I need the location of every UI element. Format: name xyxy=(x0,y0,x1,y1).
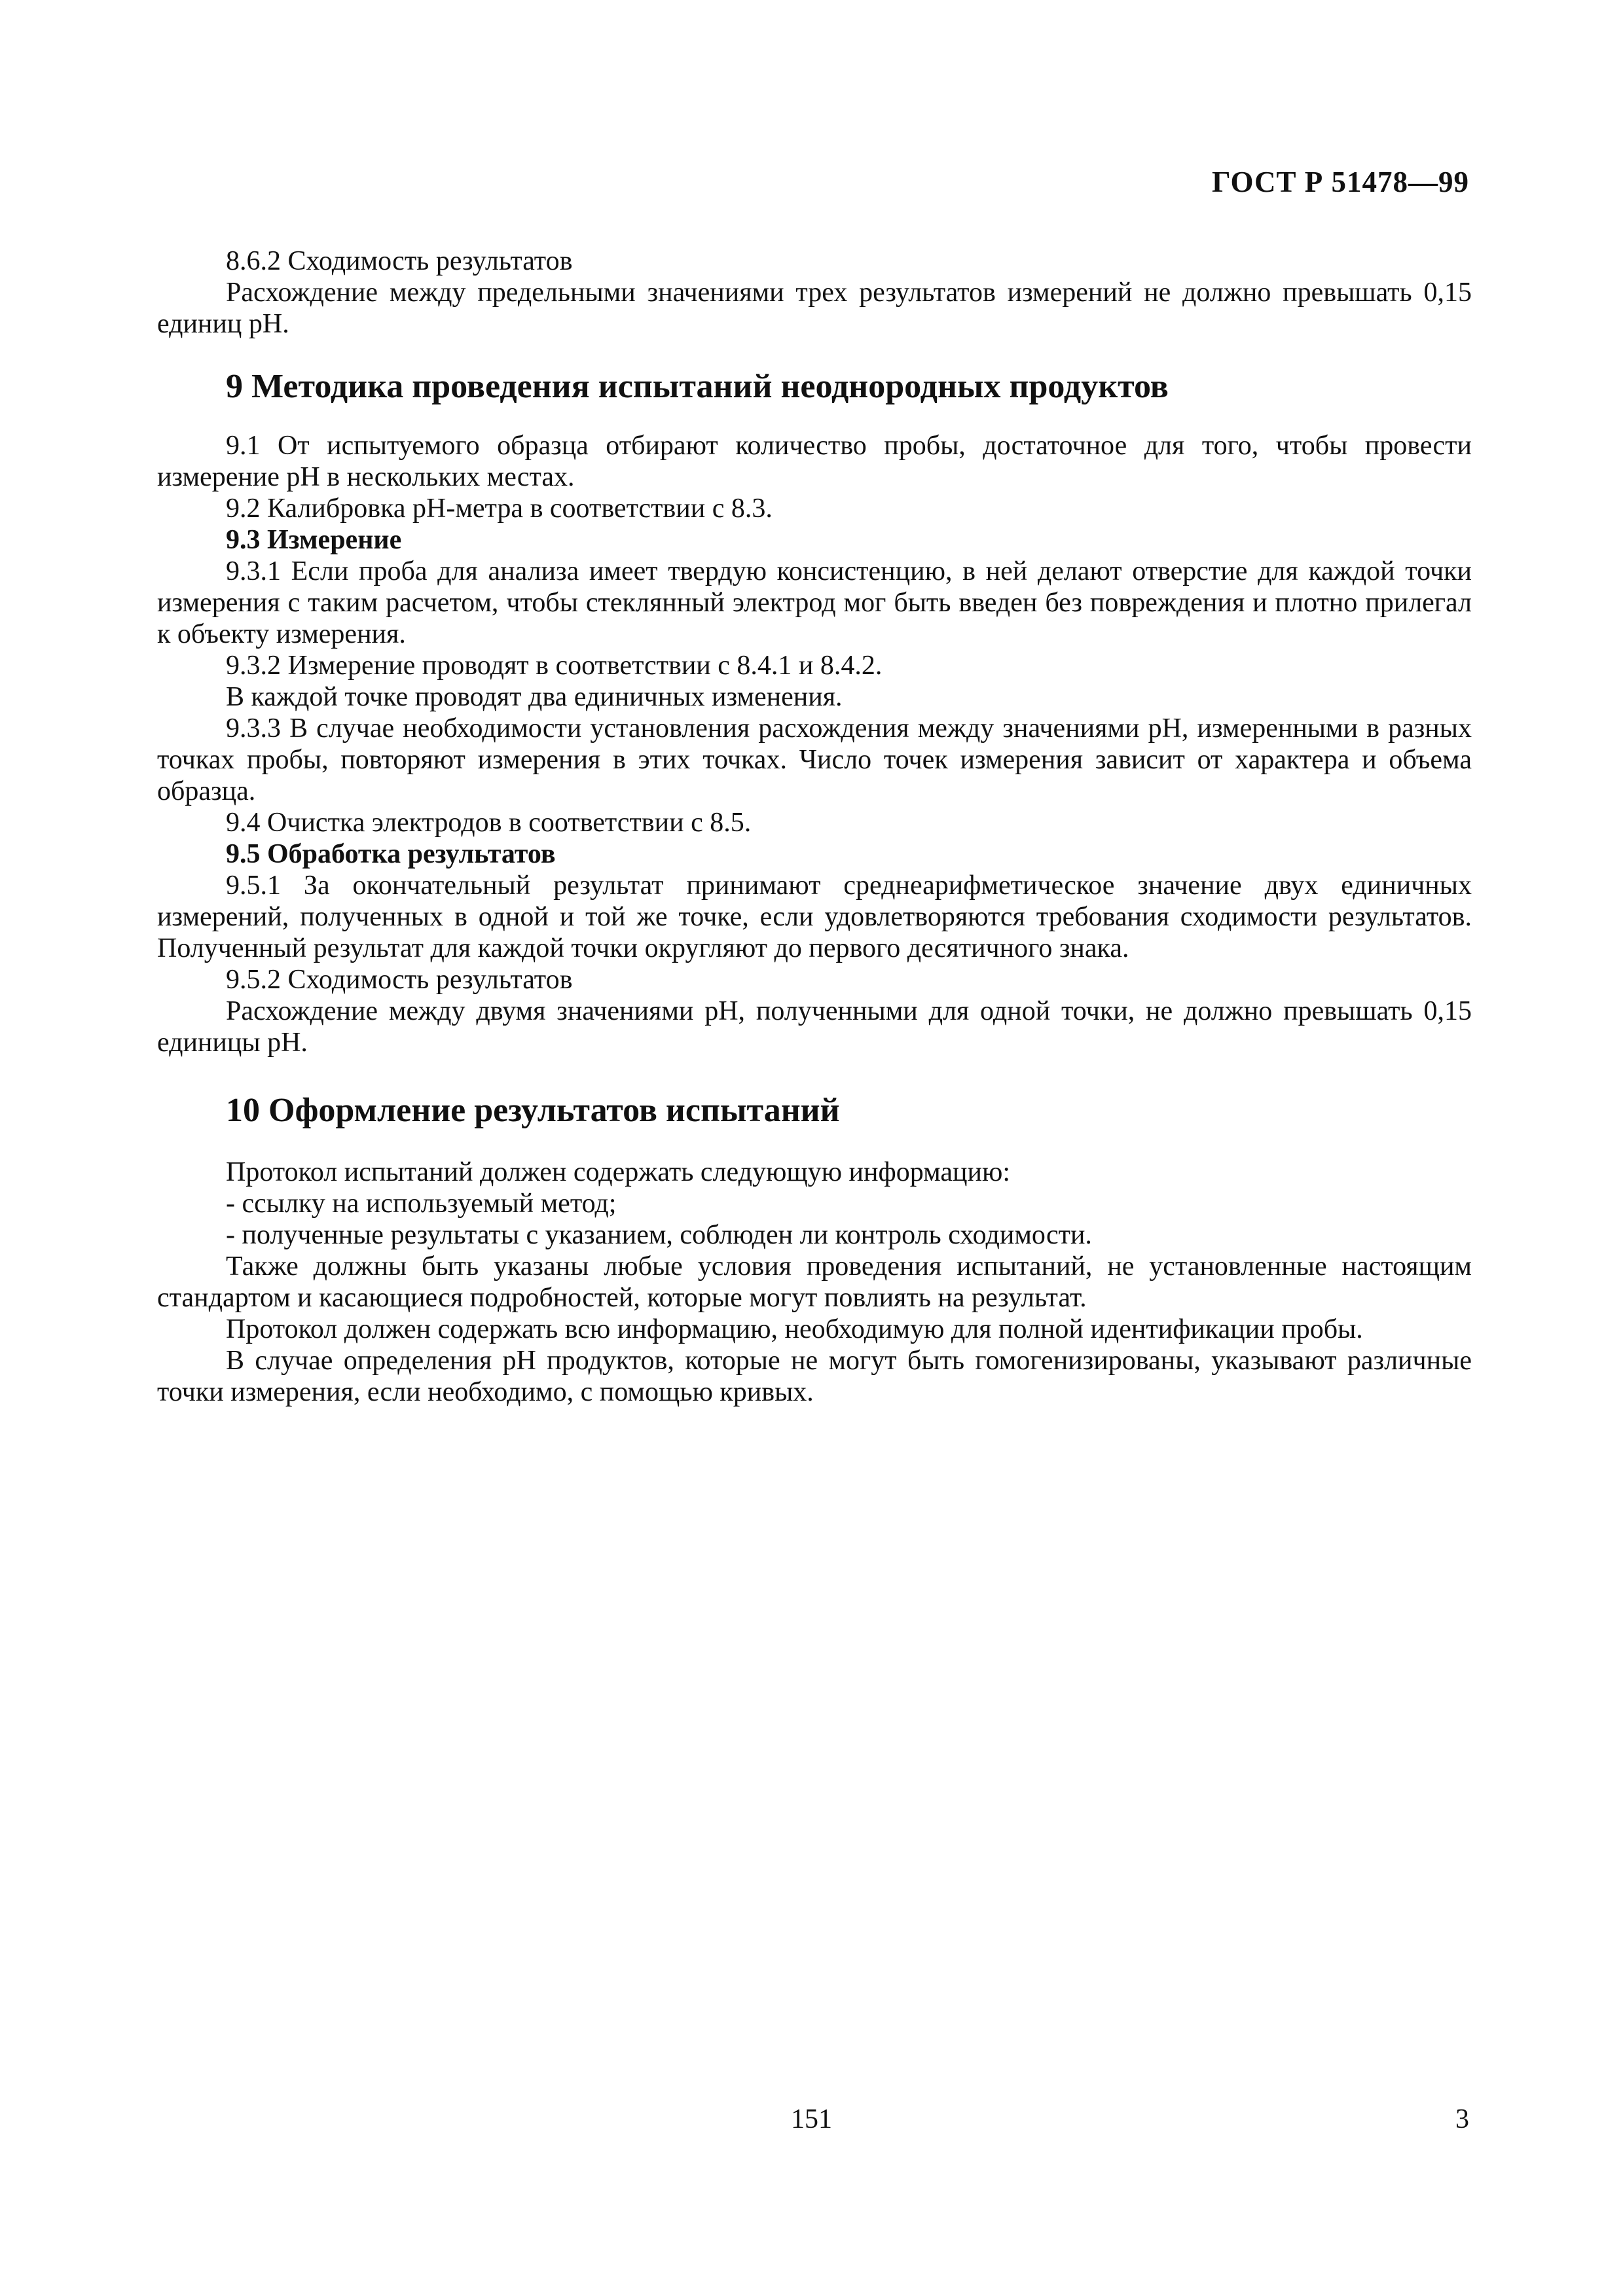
section-9-3-title: 9.3 Измерение xyxy=(226,525,402,555)
section-9-5-2-text: Расхождение между двумя значениями рН, полученными для одной точки, не должно превышать 0,15 единицы рН. xyxy=(157,996,1472,1058)
section-10-paragraph: Протокол должен содержать всю информацию, необходимую для полной идентификации пробы. xyxy=(226,1314,1363,1344)
section-9-3-2-note: В каждой точке проводят два единичных изменения. xyxy=(226,682,843,712)
section-10-list-item: - полученные результаты с указанием, соблюден ли контроль сходимости. xyxy=(226,1220,1092,1250)
section-10-heading: 10 Оформление результатов испытаний xyxy=(226,1092,840,1129)
section-9-3-1: 9.3.1 Если проба для анализа имеет твердую консистенцию, в ней делают отверстие для каждой точки измерения с таким расчетом, чтобы стеклянный электрод мог быть введен без повреждения и плотно прилегал к объекту измерения. xyxy=(157,556,1472,649)
standard-code: ГОСТ Р 51478—99 xyxy=(1211,166,1469,198)
section-9-5-title: 9.5 Обработка результатов xyxy=(226,839,556,869)
section-9-4: 9.4 Очистка электродов в соответствии с 8.5. xyxy=(226,808,752,838)
page-number-right: 3 xyxy=(1455,2104,1469,2134)
page-number-center: 151 xyxy=(791,2104,832,2134)
section-10-paragraph: Также должны быть указаны любые условия проведения испытаний, не установленные настоящим стандартом и касающиеся подробностей, которые могут повлиять на результат. xyxy=(157,1251,1472,1313)
section-10-intro: Протокол испытаний должен содержать следующую информацию: xyxy=(226,1157,1011,1187)
section-8-6-2-text: Расхождение между предельными значениями трех результатов измерений не должно превышать 0,15 единиц рН. xyxy=(157,278,1472,339)
section-9-5-1: 9.5.1 За окончательный результат принимают среднеарифметическое значение двух единичных измерений, полученных в одной и той же точке, если удовлетворяются требования сходимости результатов. Полученный результат для каждой точки округляют до первого десятичного знака. xyxy=(157,870,1472,963)
section-10-paragraph: В случае определения рН продуктов, которые не могут быть гомогенизированы, указывают различные точки измерения, если необходимо, с помощью кривых. xyxy=(157,1346,1472,1407)
section-9-heading: 9 Методика проведения испытаний неоднородных продуктов xyxy=(226,368,1169,405)
document-body xyxy=(157,245,1472,1408)
section-9-2: 9.2 Калибровка рН-метра в соответствии с 8.3. xyxy=(226,493,773,524)
section-9-3-3: 9.3.3 В случае необходимости установления расхождения между значениями рН, измеренными в разных точках пробы, повторяют измерения в этих точках. Число точек измерения зависит от характера и объема образца. xyxy=(157,713,1472,806)
section-10-list-item: - ссылку на используемый метод; xyxy=(226,1189,617,1219)
section-9-1: 9.1 От испытуемого образца отбирают количество пробы, достаточное для того, чтобы провести измерение рН в нескольких местах. xyxy=(157,431,1472,492)
section-9-5-2-title: 9.5.2 Сходимость результатов xyxy=(226,965,573,995)
section-8-6-2-title: 8.6.2 Сходимость результатов xyxy=(226,246,573,276)
section-9-3-2: 9.3.2 Измерение проводят в соответствии с 8.4.1 и 8.4.2. xyxy=(226,651,883,681)
